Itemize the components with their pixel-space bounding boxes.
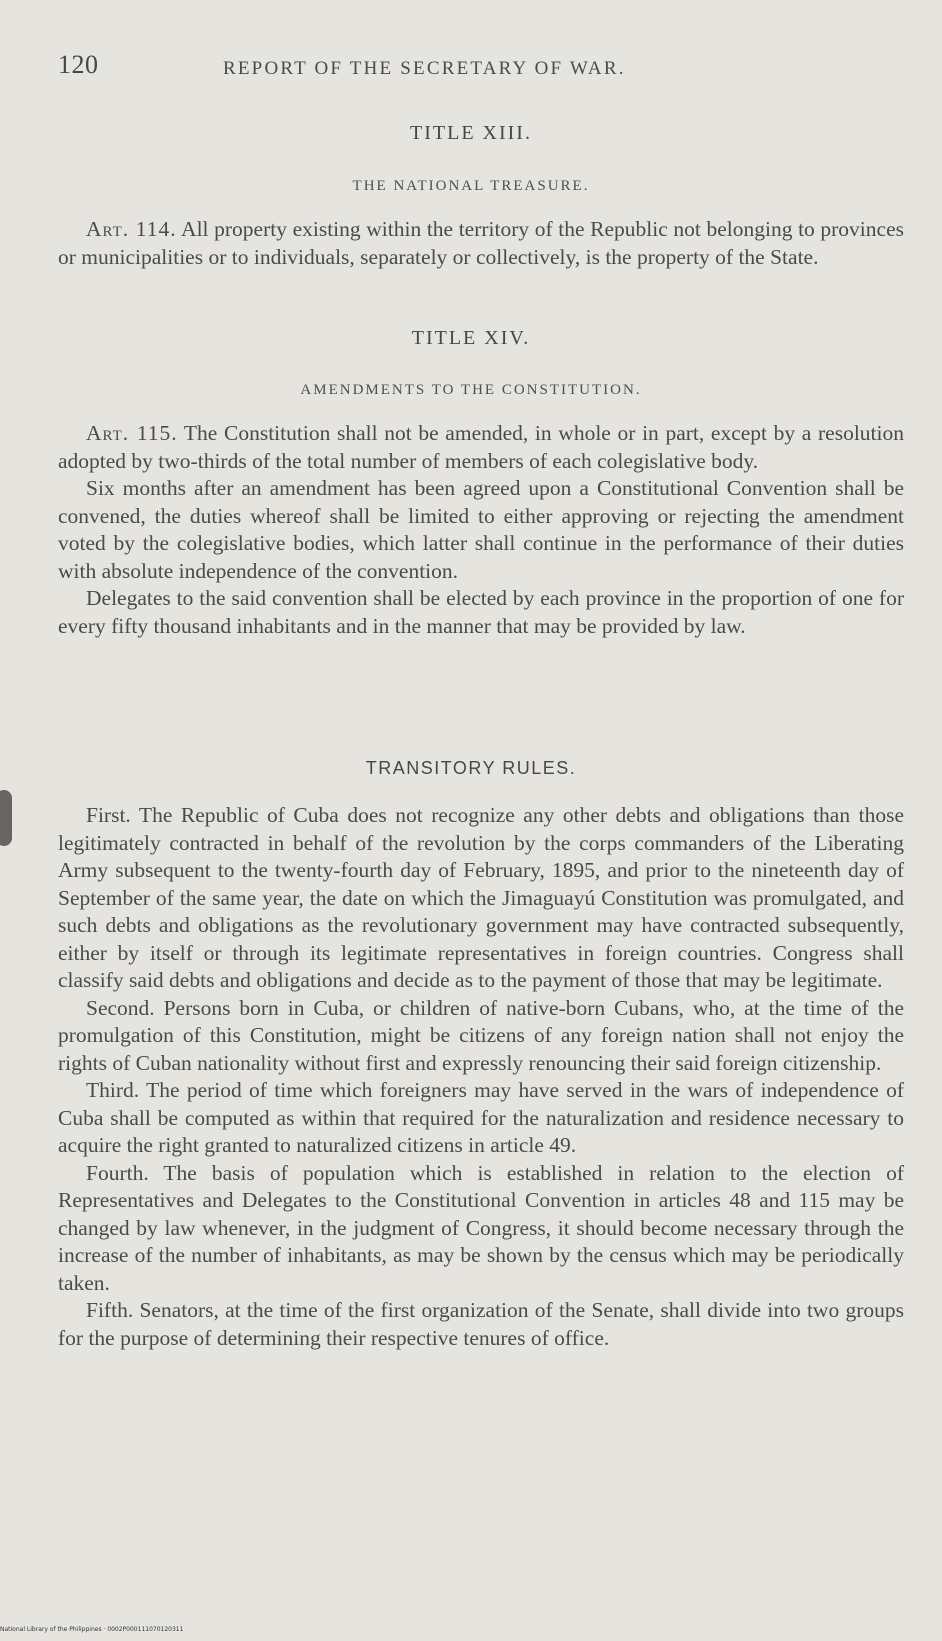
rule-fifth: Fifth. Senators, at the time of the first organization of the Senate, shall divide into two groups for the purpose of determining their respective tenures of office.	[58, 1298, 904, 1350]
rule-fourth: Fourth. The basis of population which is established in relation to the election of Representatives and Delegates to the Constitutional Convention in articles 48 and 115 may be changed by law whenever, in the judgment of Congress, it should become necessary through the increase of the number of inhabitants, as may be shown by the census which may be periodically taken.	[58, 1160, 904, 1295]
article-115-paragraph-3: Delegates to the said convention shall be elected by each province in the proportion of one for every fifty thousand inhabitants and in the manner that may be provided by law.	[58, 586, 904, 638]
rule-third: Third. The period of time which foreigners may have served in the wars of independence of Cuba shall be computed as within that required for the naturalization and residence necessary to acquire the right granted to naturalized citizens in article 49.	[58, 1078, 904, 1157]
title-13-subtitle: THE NATIONAL TREASURE.	[352, 178, 590, 194]
article-115	[58, 420, 904, 475]
transitory-rules-body	[58, 802, 904, 1352]
title-14-subtitle: AMENDMENTS TO THE CONSTITUTION.	[300, 382, 642, 398]
title-13-body	[58, 216, 904, 271]
scan-source-tag: National Library of the Philippines · 0002P000111070120311	[0, 1626, 184, 1633]
page-header	[58, 50, 900, 86]
article-114-text: All property existing within the territory of the Republic not belonging to provinces or municipalities or to individuals, separately or collectively, is the property of the State.	[58, 217, 904, 269]
binding-shadow	[0, 790, 12, 846]
article-115-label: Art. 115.	[86, 421, 178, 445]
page-number: 120	[58, 50, 99, 79]
rule-second: Second. Persons born in Cuba, or children of native-born Cubans, who, at the time of the promulgation of this Constitution, might be citizens of any foreign nation shall not enjoy the rights of Cuban nationality without first and expressly renouncing their said foreign citizenship.	[58, 995, 904, 1075]
transitory-rules-heading: TRANSITORY RULES.	[365, 758, 577, 778]
title-14-heading: TITLE XIV.	[411, 327, 531, 349]
article-115-text: The Constitution shall not be amended, in whole or in part, except by a resolution adopted by two-thirds of the total number of members of each colegislative body.	[58, 421, 904, 473]
article-115-paragraph-2: Six months after an amendment has been agreed upon a Constitutional Convention shall be convened, the duties whereof shall be limited to either approving or rejecting the amendment voted by the colegislative bodies, which latter shall continue in the performance of their duties with absolute independence of the convention.	[58, 476, 904, 583]
running-head: REPORT OF THE SECRETARY OF WAR.	[223, 58, 626, 79]
title-13-heading: TITLE XIII.	[410, 122, 532, 144]
title-14-body	[58, 420, 904, 640]
article-114	[58, 216, 904, 271]
rule-first: First. The Republic of Cuba does not recognize any other debts and obligations than those legitimately contracted in behalf of the revolution by the corps commanders of the Liberating Army subsequent to the twenty-fourth day of February, 1895, and prior to the nineteenth day of September of the same year, the date on which the Jimaguayú Constitution was promulgated, and such debts and obligations as the revolutionary government may have contracted subsequently, either by itself or through its legitimate representatives in foreign countries. Congress shall classify said debts and obligations and decide as to the payment of those that may be legitimate.	[58, 803, 904, 992]
article-114-label: Art. 114.	[86, 217, 177, 241]
